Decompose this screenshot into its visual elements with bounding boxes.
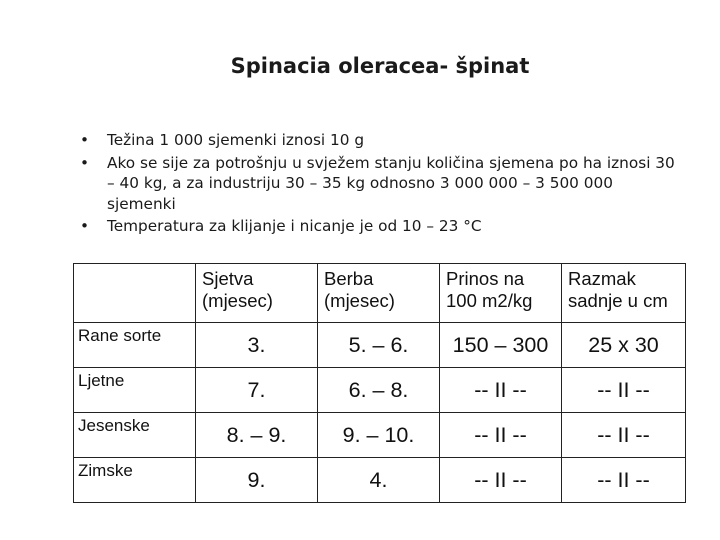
- page-title: Spinacia oleracea- špinat: [230, 54, 530, 78]
- bullet-dot-icon: •: [80, 131, 90, 149]
- cell-sjetva: 8. – 9.: [196, 413, 318, 458]
- table-row: [74, 323, 686, 368]
- row-label: Jesenske: [74, 413, 196, 458]
- header-cell-prinos: Prinos na 100 m2/kg: [440, 264, 562, 323]
- header-cell-berba: Berba (mjesec): [318, 264, 440, 323]
- header-cell-razmak: Razmak sadnje u cm: [562, 264, 686, 323]
- cell-berba: 9. – 10.: [318, 413, 440, 458]
- header-cell-empty: [74, 264, 196, 323]
- cell-razmak: -- II --: [562, 413, 686, 458]
- row-label: Ljetne: [74, 368, 196, 413]
- cell-berba: 5. – 6.: [318, 323, 440, 368]
- header-cell-sjetva: Sjetva (mjesec): [196, 264, 318, 323]
- bullet-text: Temperatura za klijanje i nicanje je od 10 – 23 °C: [107, 217, 482, 235]
- bullet-item: [80, 153, 680, 215]
- cell-razmak: -- II --: [562, 368, 686, 413]
- bullet-dot-icon: •: [80, 217, 90, 235]
- cell-sjetva: 7.: [196, 368, 318, 413]
- cell-sjetva: 9.: [196, 458, 318, 503]
- bullet-list: [80, 130, 680, 239]
- cell-berba: 4.: [318, 458, 440, 503]
- cell-sjetva: 3.: [196, 323, 318, 368]
- cell-prinos: -- II --: [440, 368, 562, 413]
- row-label: Rane sorte: [74, 323, 196, 368]
- row-label: Zimske: [74, 458, 196, 503]
- bullet-dot-icon: •: [80, 153, 90, 172]
- table-row: [74, 458, 686, 503]
- cell-prinos: -- II --: [440, 458, 562, 503]
- cell-berba: 6. – 8.: [318, 368, 440, 413]
- table-row: [74, 413, 686, 458]
- cell-razmak: 25 x 30: [562, 323, 686, 368]
- cell-prinos: -- II --: [440, 413, 562, 458]
- table-header-row: [74, 264, 686, 323]
- bullet-item: [80, 216, 680, 237]
- bullet-item: [80, 130, 680, 151]
- data-table: [73, 263, 686, 503]
- table-row: [74, 368, 686, 413]
- bullet-text: Ako se sije za potrošnju u svježem stanju količina sjemena po ha iznosi 30 – 40 kg, a za industriju 30 – 35 kg odnosno 3 000 000 – 3 500 000 sjemenki: [107, 153, 675, 213]
- cell-prinos: 150 – 300: [440, 323, 562, 368]
- bullet-text: Težina 1 000 sjemenki iznosi 10 g: [107, 131, 365, 149]
- cell-razmak: -- II --: [562, 458, 686, 503]
